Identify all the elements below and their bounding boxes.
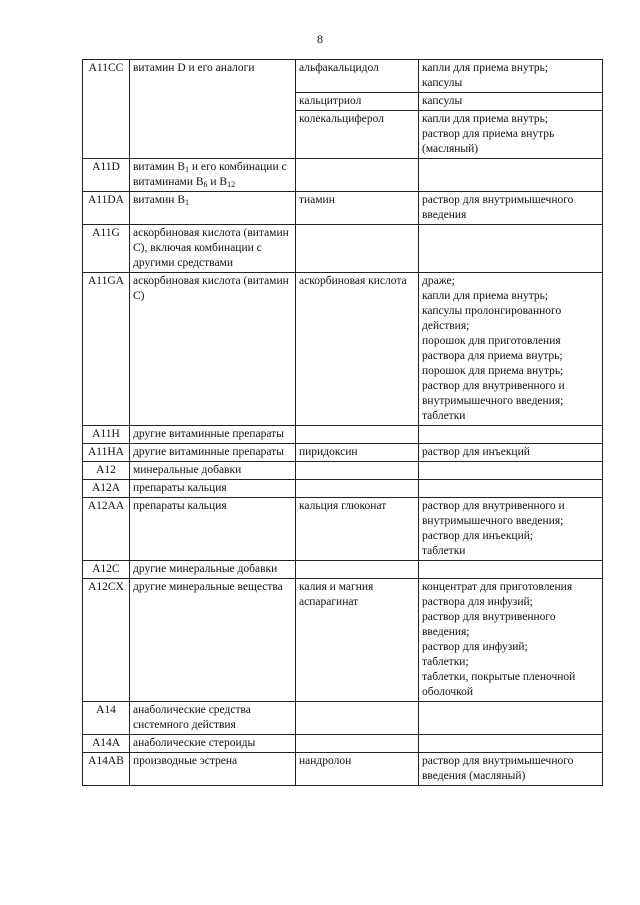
description-subscript: 12 bbox=[227, 180, 236, 189]
drug-name-cell bbox=[296, 111, 419, 159]
dosage-forms-cell bbox=[419, 735, 603, 753]
dosage-form: раствор для внутривенного и внутримышечного введения; bbox=[422, 500, 565, 527]
atc-code: A14AB bbox=[88, 755, 124, 767]
drug-name-cell bbox=[296, 462, 419, 480]
dosage-form: раствор для приема внутрь bbox=[422, 128, 555, 140]
dosage-forms-cell bbox=[419, 753, 603, 786]
drug-name: кальцитриол bbox=[299, 95, 362, 107]
table-row bbox=[83, 735, 603, 753]
drug-name: колекальциферол bbox=[299, 113, 384, 125]
dosage-form: капли для приема внутрь; bbox=[422, 62, 549, 74]
drug-name-cell bbox=[296, 753, 419, 786]
atc-code: A11D bbox=[92, 161, 120, 173]
table-row bbox=[83, 426, 603, 444]
dosage-forms-cell bbox=[419, 93, 603, 111]
dosage-form: таблетки; bbox=[422, 656, 469, 668]
description-text: препараты кальция bbox=[133, 500, 227, 512]
dosage-form: капсулы пролонгированного действия; bbox=[422, 305, 562, 332]
dosage-form: таблетки bbox=[422, 410, 466, 422]
dosage-form: порошок для приема внутрь; bbox=[422, 365, 564, 377]
atc-code-cell bbox=[83, 444, 130, 462]
description-text: и его комбинации с витаминами B bbox=[133, 161, 287, 188]
dosage-forms-cell bbox=[419, 273, 603, 426]
description-subscript: 1 bbox=[185, 198, 189, 207]
drug-classification-table bbox=[82, 59, 603, 786]
drug-name-cell bbox=[296, 735, 419, 753]
dosage-forms-cell bbox=[419, 480, 603, 498]
table-row bbox=[83, 480, 603, 498]
table-row bbox=[83, 159, 603, 192]
atc-code-cell bbox=[83, 159, 130, 192]
dosage-forms-cell bbox=[419, 225, 603, 273]
drug-name: нандролон bbox=[299, 755, 352, 767]
dosage-form: таблетки, покрытые пленочной оболочкой bbox=[422, 671, 576, 698]
description-cell bbox=[130, 426, 296, 444]
description-text: анаболические стероиды bbox=[133, 737, 256, 749]
drug-name-cell bbox=[296, 561, 419, 579]
table-row bbox=[83, 60, 603, 93]
drug-name-cell bbox=[296, 579, 419, 702]
drug-name: калия и магния аспарагинат bbox=[299, 581, 374, 608]
dosage-forms-cell bbox=[419, 498, 603, 561]
atc-code: A11GA bbox=[88, 275, 124, 287]
page-number: 8 bbox=[317, 32, 323, 46]
drug-name-cell bbox=[296, 225, 419, 273]
atc-code: A11HA bbox=[88, 446, 124, 458]
description-text: производные эстрена bbox=[133, 755, 238, 767]
atc-code: A12AA bbox=[87, 500, 125, 512]
dosage-forms-cell bbox=[419, 561, 603, 579]
drug-name-cell bbox=[296, 426, 419, 444]
atc-code: A12A bbox=[91, 482, 121, 494]
dosage-form: драже; bbox=[422, 275, 455, 287]
table-row bbox=[83, 225, 603, 273]
description-text: аскорбиновая кислота (витамин C), включая комбинации с другими средствами bbox=[133, 227, 289, 269]
drug-name: альфакальцидол bbox=[299, 62, 379, 74]
dosage-form: раствор для внутривенного и внутримышечного введения; bbox=[422, 380, 565, 407]
dosage-form: концентрат для приготовления раствора для инфузий; bbox=[422, 581, 573, 608]
dosage-forms-cell bbox=[419, 192, 603, 225]
drug-name-cell bbox=[296, 273, 419, 426]
atc-code-cell bbox=[83, 225, 130, 273]
atc-code-cell bbox=[83, 426, 130, 444]
dosage-form: капли для приема внутрь; bbox=[422, 290, 549, 302]
description-cell bbox=[130, 192, 296, 225]
dosage-forms-cell bbox=[419, 426, 603, 444]
atc-code-cell bbox=[83, 702, 130, 735]
description-text: витамин B bbox=[133, 161, 185, 173]
description-subscript: 6 bbox=[203, 180, 208, 189]
description-text: препараты кальция bbox=[133, 482, 227, 494]
description-text: другие минеральные вещества bbox=[133, 581, 283, 593]
atc-code: A11G bbox=[92, 227, 120, 239]
dosage-form: раствор для внутривенного введения; bbox=[422, 611, 556, 638]
table-row bbox=[83, 579, 603, 702]
description-text: витамин B bbox=[133, 194, 185, 206]
description-cell bbox=[130, 753, 296, 786]
dosage-form: таблетки bbox=[422, 545, 466, 557]
atc-code-cell bbox=[83, 753, 130, 786]
drug-name: аскорбиновая кислота bbox=[299, 275, 407, 287]
description-cell bbox=[130, 579, 296, 702]
dosage-form: раствор для инъекций; bbox=[422, 530, 534, 542]
atc-code-cell bbox=[83, 192, 130, 225]
description-cell bbox=[130, 735, 296, 753]
drug-name-cell bbox=[296, 159, 419, 192]
description-cell bbox=[130, 60, 296, 159]
description-cell bbox=[130, 444, 296, 462]
dosage-form: порошок для приготовления раствора для приема внутрь; bbox=[422, 335, 563, 362]
description-text: витамин D и его аналоги bbox=[133, 62, 255, 74]
description-text: другие минеральные добавки bbox=[133, 563, 278, 575]
drug-name-cell bbox=[296, 192, 419, 225]
drug-name: тиамин bbox=[299, 194, 335, 206]
drug-name: пиридоксин bbox=[299, 446, 358, 458]
drug-name-cell bbox=[296, 60, 419, 93]
description-cell bbox=[130, 561, 296, 579]
dosage-forms-cell bbox=[419, 60, 603, 93]
description-text: аскорбиновая кислота (витамин C) bbox=[133, 275, 289, 302]
dosage-form: раствор для внутримышечного введения (масляный) bbox=[422, 755, 574, 782]
dosage-form: (масляный) bbox=[422, 143, 479, 155]
dosage-forms-cell bbox=[419, 702, 603, 735]
dosage-forms-cell bbox=[419, 159, 603, 192]
description-cell bbox=[130, 702, 296, 735]
description-cell bbox=[130, 462, 296, 480]
atc-code: A12CX bbox=[88, 581, 124, 593]
drug-name-cell bbox=[296, 702, 419, 735]
description-subscript: 1 bbox=[185, 165, 189, 174]
dosage-form: раствор для инфузий; bbox=[422, 641, 528, 653]
dosage-form: раствор для внутримышечного введения bbox=[422, 194, 574, 221]
description-cell bbox=[130, 498, 296, 561]
dosage-form: раствор для инъекций bbox=[422, 446, 530, 458]
atc-code-cell bbox=[83, 462, 130, 480]
dosage-form: капсулы bbox=[422, 77, 463, 89]
atc-code-cell bbox=[83, 735, 130, 753]
table-row bbox=[83, 753, 603, 786]
description-text: другие витаминные препараты bbox=[133, 428, 284, 440]
description-cell bbox=[130, 480, 296, 498]
dosage-forms-cell bbox=[419, 462, 603, 480]
description-text: минеральные добавки bbox=[133, 464, 242, 476]
table-row bbox=[83, 462, 603, 480]
table-row bbox=[83, 702, 603, 735]
drug-name-cell bbox=[296, 93, 419, 111]
atc-code: A12C bbox=[92, 563, 120, 575]
description-cell bbox=[130, 159, 296, 192]
atc-code: A12 bbox=[96, 464, 116, 476]
atc-code: A11H bbox=[92, 428, 120, 440]
atc-code-cell bbox=[83, 579, 130, 702]
dosage-forms-cell bbox=[419, 111, 603, 159]
atc-code-cell bbox=[83, 273, 130, 426]
atc-code-cell bbox=[83, 60, 130, 159]
table-row bbox=[83, 273, 603, 426]
dosage-form: капли для приема внутрь; bbox=[422, 113, 549, 125]
description-text: анаболические средства системного действия bbox=[133, 704, 251, 731]
table-row bbox=[83, 192, 603, 225]
description-text: другие витаминные препараты bbox=[133, 446, 284, 458]
atc-code: A11DA bbox=[88, 194, 124, 206]
drug-name: кальция глюконат bbox=[299, 500, 387, 512]
drug-name-cell bbox=[296, 480, 419, 498]
description-text: и B bbox=[207, 176, 228, 188]
description-cell bbox=[130, 225, 296, 273]
atc-code: A14 bbox=[96, 704, 116, 716]
atc-code: A11CC bbox=[88, 62, 124, 74]
atc-code: A14A bbox=[91, 737, 121, 749]
table-row bbox=[83, 561, 603, 579]
dosage-forms-cell bbox=[419, 579, 603, 702]
dosage-form: капсулы bbox=[422, 95, 463, 107]
dosage-forms-cell bbox=[419, 444, 603, 462]
drug-name-cell bbox=[296, 498, 419, 561]
table-row bbox=[83, 444, 603, 462]
description-cell bbox=[130, 273, 296, 426]
atc-code-cell bbox=[83, 498, 130, 561]
atc-code-cell bbox=[83, 480, 130, 498]
table-row bbox=[83, 498, 603, 561]
drug-name-cell bbox=[296, 444, 419, 462]
atc-code-cell bbox=[83, 561, 130, 579]
